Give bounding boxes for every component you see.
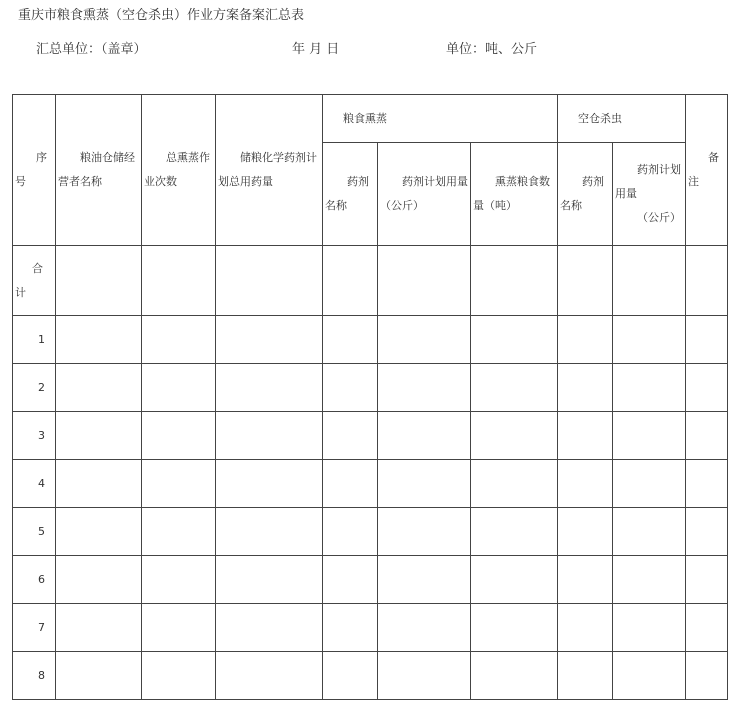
table-row [13,412,728,460]
cell [471,460,558,508]
row-number: 4 [13,460,56,508]
header-total-dosage [216,95,323,246]
header-f-plan-line2: （公斤） [380,199,424,212]
header-f-name-line1: 药剂 [347,175,369,188]
cell [558,364,613,412]
total-label-line1: 合 [32,261,43,275]
table-row [13,556,728,604]
header-e-plan-line3: （公斤） [637,211,681,224]
cell [378,412,471,460]
cell [56,508,142,556]
cell [323,556,378,604]
header-e-plan-dosage [613,143,686,246]
cell [323,246,378,316]
cell [56,460,142,508]
row-number: 6 [13,556,56,604]
header-remarks [686,95,728,246]
cell [142,316,216,364]
header-remarks-line2: 注 [688,175,699,188]
table-row [13,316,728,364]
cell [471,246,558,316]
row-number: 1 [13,316,56,364]
cell [686,316,728,364]
table-row [13,364,728,412]
row-number: 8 [13,652,56,700]
cell [323,412,378,460]
header-e-name-line2: 名称 [560,199,582,212]
table-row [13,460,728,508]
cell [142,604,216,652]
cell [613,652,686,700]
header-times [142,95,216,246]
cell [56,604,142,652]
cell [323,604,378,652]
cell [613,508,686,556]
header-times-line2: 业次数 [144,175,177,188]
header-seq [13,95,56,246]
row-number: 2 [13,364,56,412]
cell [56,364,142,412]
cell [216,460,323,508]
total-label [13,246,56,316]
header-f-plan-dosage [378,143,471,246]
cell [323,652,378,700]
cell [558,556,613,604]
cell [686,508,728,556]
cell [378,652,471,700]
header-e-plan-line1: 药剂计划 [637,163,681,176]
cell [142,412,216,460]
table-row [13,652,728,700]
total-row [13,246,728,316]
cell [471,604,558,652]
cell [378,604,471,652]
table-row [13,604,728,652]
cell [216,246,323,316]
cell [323,316,378,364]
cell [558,652,613,700]
row-number: 3 [13,412,56,460]
header-operator-line1: 粮油仓储经 [80,151,135,164]
cell [216,364,323,412]
cell [142,652,216,700]
cell [558,604,613,652]
header-e-plan-line2: 用量 [615,187,637,200]
header-operator-line2: 营者名称 [58,175,102,188]
cell [56,652,142,700]
cell [686,604,728,652]
header-f-qty-line2: 量（吨） [473,199,517,212]
cell [471,652,558,700]
header-f-agent-name [323,143,378,246]
cell [558,460,613,508]
cell [378,364,471,412]
header-total-line1: 储粮化学药剂计 [240,151,317,164]
cell [613,460,686,508]
cell [471,412,558,460]
cell [558,246,613,316]
header-seq-line1: 序 [36,151,47,164]
cell [686,246,728,316]
cell [142,246,216,316]
page-title: 重庆市粮食熏蒸（空仓杀虫）作业方案备案汇总表 [18,8,305,23]
cell [216,412,323,460]
row-number: 5 [13,508,56,556]
header-f-qty-line1: 熏蒸粮食数 [495,175,550,188]
cell [378,316,471,364]
total-label-line2: 计 [15,285,26,299]
cell [323,508,378,556]
header-operator [56,95,142,246]
cell [471,316,558,364]
cell [323,364,378,412]
cell [216,652,323,700]
cell [613,556,686,604]
cell [216,316,323,364]
header-remarks-line1: 备 [708,151,719,164]
cell [686,364,728,412]
cell [216,508,323,556]
cell [686,556,728,604]
units-label: 单位：吨、公斤 [446,42,538,57]
cell [142,556,216,604]
cell [613,412,686,460]
header-f-name-line2: 名称 [325,199,347,212]
header-total-line2: 划总用药量 [218,175,273,188]
summary-table [12,94,728,700]
cell [558,508,613,556]
cell [142,508,216,556]
cell [323,460,378,508]
date-label: 年 月 日 [292,42,340,57]
unit-label: 汇总单位：（盖章） [36,42,147,57]
header-e-name-line1: 药剂 [582,175,604,188]
header-e-agent-name [558,143,613,246]
cell [471,556,558,604]
cell [142,460,216,508]
cell [56,556,142,604]
cell [686,460,728,508]
cell [378,556,471,604]
cell [142,364,216,412]
cell [613,364,686,412]
header-f-plan-line1: 药剂计划用量 [402,175,468,188]
row-number: 7 [13,604,56,652]
cell [216,604,323,652]
cell [56,412,142,460]
cell [613,604,686,652]
header-fumigation: 粮食熏蒸 [323,95,558,143]
cell [558,412,613,460]
cell [56,246,142,316]
cell [471,508,558,556]
header-times-line1: 总熏蒸作 [166,151,210,164]
cell [558,316,613,364]
cell [56,316,142,364]
header-f-grain-qty [471,143,558,246]
cell [378,508,471,556]
header-empty-warehouse: 空仓杀虫 [558,95,686,143]
cell [613,246,686,316]
header-seq-line2: 号 [15,175,26,188]
cell [686,412,728,460]
table-row [13,508,728,556]
cell [686,652,728,700]
cell [378,246,471,316]
cell [216,556,323,604]
cell [613,316,686,364]
cell [471,364,558,412]
cell [378,460,471,508]
